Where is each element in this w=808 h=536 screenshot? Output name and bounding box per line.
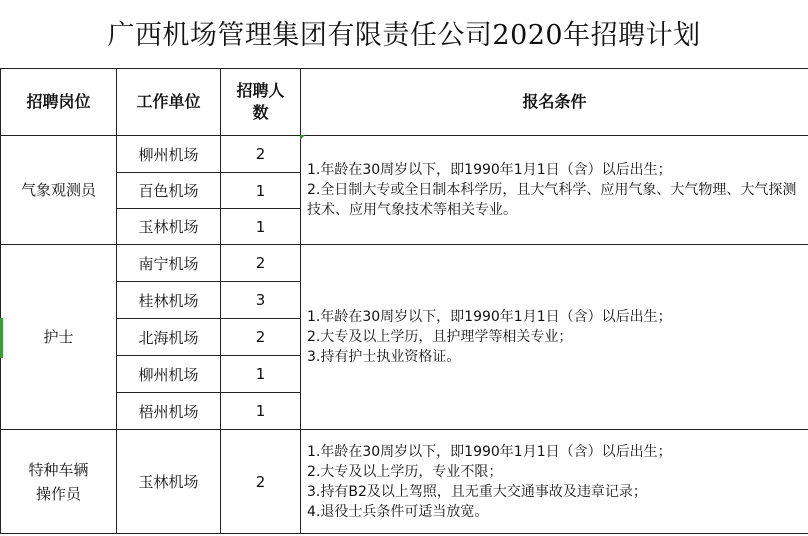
row-selection-marker bbox=[0, 318, 3, 358]
condition-line: 3.持有护士执业资格证。 bbox=[307, 349, 461, 365]
count-cell: 2 bbox=[221, 319, 301, 356]
page-title: 广西机场管理集团有限责任公司2020年招聘计划 bbox=[107, 20, 701, 51]
condition-line: 1.年龄在30周岁以下，即1990年1月1日（含）以后出生； bbox=[307, 443, 672, 460]
header-count-line2: 数 bbox=[252, 103, 269, 122]
recruitment-table bbox=[0, 68, 808, 534]
position-cell: 护士 bbox=[1, 245, 117, 430]
condition-line: 2.全日制大专或全日制本科学历，且大气科学、应用气象、大气物理、大气探测技术、应用气象技术等相关专业。 bbox=[307, 182, 797, 218]
header-unit: 工作单位 bbox=[117, 69, 221, 136]
condition-line: 1.年龄在30周岁以下，即1990年1月1日（含）以后出生； bbox=[307, 309, 672, 325]
table-row bbox=[1, 245, 808, 282]
condition-line: 2.大专及以上学历，且护理学等相关专业； bbox=[307, 329, 573, 345]
count-cell: 2 bbox=[221, 245, 301, 282]
table-row bbox=[1, 430, 808, 534]
position-cell bbox=[1, 430, 117, 534]
header-row bbox=[1, 69, 808, 136]
table-row bbox=[1, 136, 808, 173]
condition-line: 3.持有B2及以上驾照，且无重大交通事故及违章记录； bbox=[307, 483, 647, 500]
position-line1: 特种车辆 bbox=[28, 460, 89, 479]
count-cell: 2 bbox=[221, 430, 301, 534]
conditions-cell bbox=[301, 136, 808, 245]
unit-cell: 梧州机场 bbox=[117, 393, 221, 430]
position-line2: 操作员 bbox=[35, 484, 81, 503]
cell-comment-marker bbox=[300, 135, 305, 140]
count-cell: 1 bbox=[221, 393, 301, 430]
conditions-cell bbox=[301, 245, 808, 430]
header-position: 招聘岗位 bbox=[1, 69, 117, 136]
unit-cell: 北海机场 bbox=[117, 319, 221, 356]
count-cell: 1 bbox=[221, 173, 301, 209]
count-cell: 3 bbox=[221, 282, 301, 319]
condition-line: 1.年龄在30周岁以下，即1990年1月1日（含）以后出生； bbox=[307, 162, 672, 178]
conditions-cell bbox=[301, 430, 808, 534]
condition-line: 4.退役士兵条件可适当放宽。 bbox=[307, 503, 489, 520]
header-count bbox=[221, 69, 301, 136]
unit-cell: 南宁机场 bbox=[117, 245, 221, 282]
unit-cell: 玉林机场 bbox=[117, 430, 221, 534]
header-conditions: 报名条件 bbox=[301, 69, 808, 136]
unit-cell: 玉林机场 bbox=[117, 209, 221, 245]
condition-line: 2.大专及以上学历，专业不限； bbox=[307, 463, 503, 480]
count-cell: 2 bbox=[221, 136, 301, 173]
count-cell: 1 bbox=[221, 209, 301, 245]
unit-cell: 百色机场 bbox=[117, 173, 221, 209]
unit-cell: 桂林机场 bbox=[117, 282, 221, 319]
unit-cell: 柳州机场 bbox=[117, 356, 221, 393]
header-count-line1: 招聘人 bbox=[236, 81, 285, 100]
unit-cell: 柳州机场 bbox=[117, 136, 221, 173]
position-cell: 气象观测员 bbox=[1, 136, 117, 245]
count-cell: 1 bbox=[221, 356, 301, 393]
